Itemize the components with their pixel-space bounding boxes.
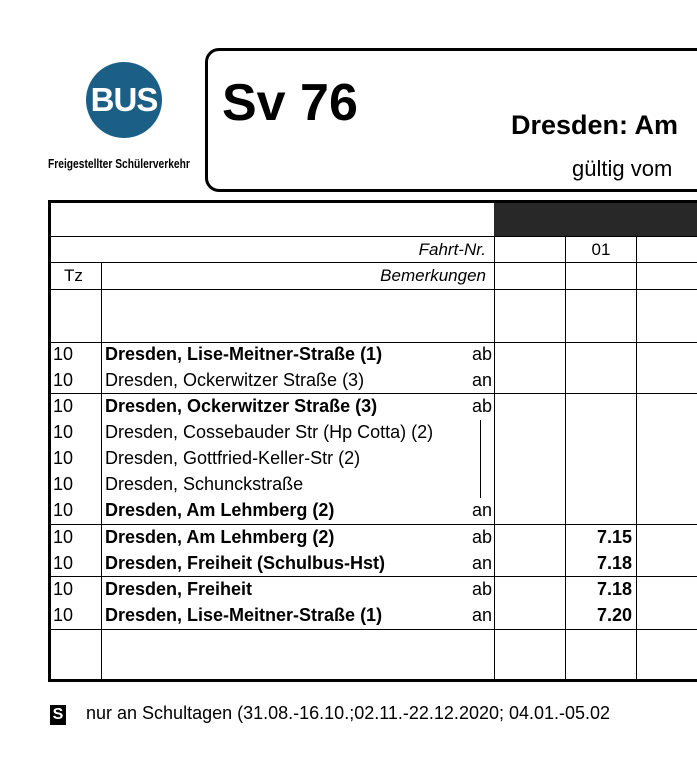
route-title: Dresden: Am: [511, 110, 679, 140]
direction-cell: an: [471, 370, 492, 390]
table-row: [0, 420, 697, 446]
footnote-text: nur an Schultagen (31.08.-16.10.;02.11.-22.12.2020; 04.01.-05.02: [86, 703, 611, 723]
departure-time: 7.18: [596, 579, 632, 599]
logo-caption: Freigestellter Schülerverkehr: [48, 157, 190, 171]
bus-logo-text: BUS: [90, 81, 158, 118]
stop-name: Dresden, Ockerwitzer Straße (3): [105, 370, 365, 390]
table-row: [0, 498, 697, 524]
stop-name: Dresden, Am Lehmberg (2): [105, 527, 335, 547]
stop-name: Dresden, Lise-Meitner-Straße (1): [105, 605, 383, 625]
departure-time: 7.18: [596, 553, 632, 573]
stop-name: Dresden, Gottfried-Keller-Str (2): [105, 448, 361, 468]
stop-name: Dresden, Freiheit (Schulbus-Hst): [105, 553, 386, 573]
departure-time: 7.15: [596, 527, 632, 547]
stop-name: Dresden, Lise-Meitner-Straße (1): [105, 344, 383, 364]
table-row: [0, 525, 697, 551]
direction-cell: an: [471, 553, 492, 573]
row-divider: [50, 262, 697, 263]
direction-cell: an: [471, 605, 492, 625]
tz-header: Tz: [64, 266, 83, 285]
table-row: [0, 472, 697, 498]
tz-cell: 10: [53, 422, 74, 442]
row-divider: [50, 629, 697, 630]
direction-cell: ab: [471, 396, 492, 416]
stop-name: Dresden, Am Lehmberg (2): [105, 500, 335, 520]
direction-cell: ab: [471, 579, 492, 599]
direction-cell: an: [471, 500, 492, 520]
row-divider: [50, 236, 697, 237]
tz-cell: 10: [53, 553, 74, 573]
row-divider: [50, 289, 697, 290]
stop-name: Dresden, Schunckstraße: [105, 474, 304, 494]
trip-number-label: Fahrt-Nr.: [418, 240, 486, 259]
departure-time: 7.20: [596, 605, 632, 625]
table-row: [0, 368, 697, 394]
tz-cell: 10: [53, 370, 74, 390]
stop-name: Dresden, Freiheit: [105, 579, 253, 599]
stop-name: Dresden, Ockerwitzer Straße (3): [105, 396, 378, 416]
trip-number: 01: [591, 240, 611, 259]
stop-name: Dresden, Cossebauder Str (Hp Cotta) (2): [105, 422, 434, 442]
direction-cell: ab: [471, 344, 492, 364]
table-row: [0, 394, 697, 420]
school-day-symbol: S: [50, 705, 66, 725]
tz-cell: 10: [53, 474, 74, 494]
tz-cell: 10: [53, 396, 74, 416]
table-row: [0, 446, 697, 472]
remarks-label: Bemerkungen: [380, 266, 486, 285]
bus-logo: [86, 62, 162, 138]
tz-cell: 10: [53, 527, 74, 547]
tz-cell: 10: [53, 500, 74, 520]
tz-cell: 10: [53, 605, 74, 625]
direction-cell: ab: [471, 527, 492, 547]
validity-text: gültig vom: [572, 156, 673, 181]
tz-cell: 10: [53, 579, 74, 599]
table-row: [0, 342, 697, 368]
tz-cell: 10: [53, 448, 74, 468]
route-id: Sv 76: [222, 74, 358, 132]
table-header-band: [494, 203, 697, 236]
tz-cell: 10: [53, 344, 74, 364]
table-row: [0, 577, 697, 603]
table-row: [0, 551, 697, 577]
table-row: [0, 603, 697, 629]
